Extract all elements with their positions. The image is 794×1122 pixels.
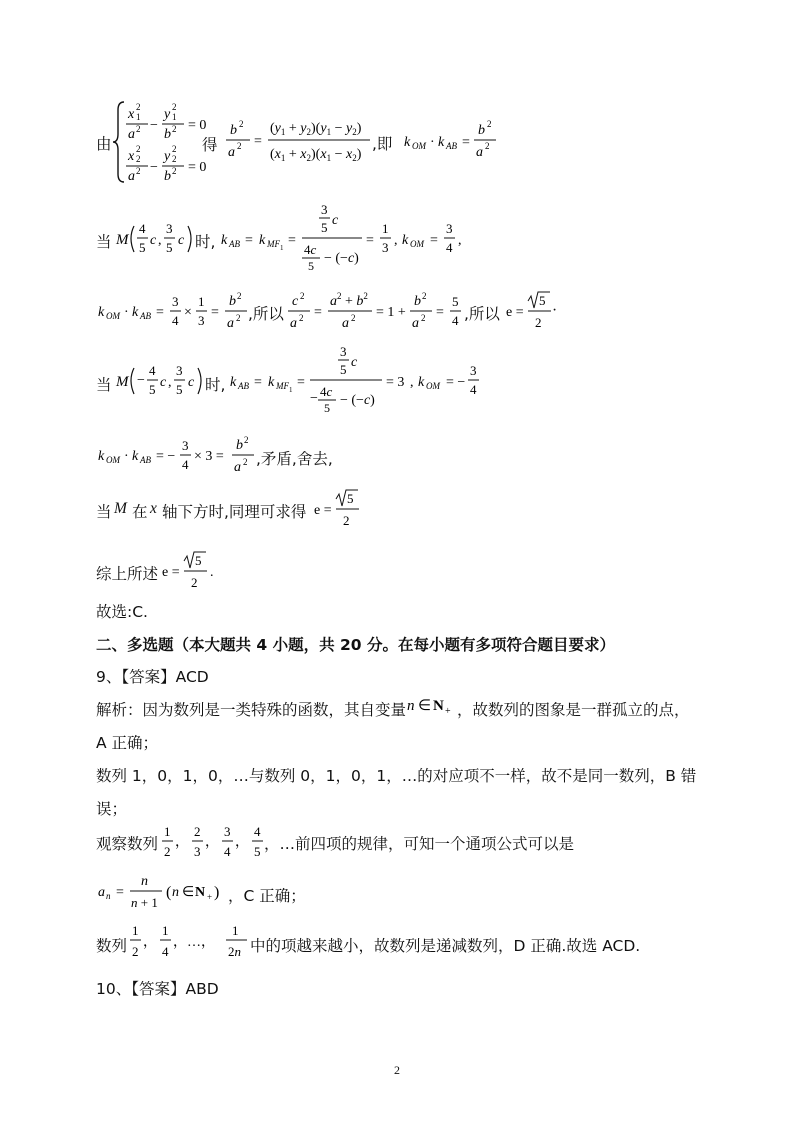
svg-text:(x1 + x2)(x1 − x2): $(x_1 + x_2)(x_1 - x_2)$ [270, 147, 362, 163]
svg-text:2: 2 [172, 102, 177, 112]
var-x: x [150, 500, 157, 517]
svg-text:4: 4 [446, 240, 453, 255]
svg-text:×: × [184, 305, 192, 320]
svg-text:k: k [404, 135, 411, 150]
svg-text:k: k [132, 305, 139, 320]
svg-text:2: 2 [194, 824, 201, 839]
svg-text:=: = [156, 305, 164, 320]
svg-text:2: 2 [487, 119, 492, 129]
text-shi-2: 时, [205, 376, 226, 394]
q9-analysis-1b: ，故数列的图象是一群孤立的点， [457, 701, 690, 719]
svg-text:=: = [297, 375, 305, 390]
svg-text:2: 2 [485, 141, 490, 151]
svg-text:M: M [116, 374, 129, 390]
svg-text:c: c [160, 375, 167, 390]
svg-text:2: 2 [132, 944, 139, 959]
svg-text:2: 2 [244, 435, 249, 445]
svg-text:2: 2 [136, 154, 141, 164]
text-de: 得 [202, 136, 218, 154]
svg-text:c: c [150, 233, 157, 248]
svg-text:1: 1 [132, 923, 139, 938]
svg-text:n: n [172, 885, 179, 900]
svg-text:5: 5 [166, 240, 173, 255]
q9-analysis-2: A 正确； [96, 734, 159, 752]
svg-text:·: · [430, 135, 435, 150]
svg-text:4c: 4c [304, 242, 317, 257]
section-heading: 二、多选题（本大题共 4 小题，共 20 分。在每小题有多项符合题目要求） [96, 636, 615, 654]
svg-text:MF: MF [267, 239, 280, 249]
svg-text:4: 4 [182, 457, 189, 472]
svg-text:=: = [254, 134, 262, 149]
svg-text:=: = [314, 305, 322, 320]
svg-text:= 3: = 3 [386, 375, 405, 390]
svg-text:3: 3 [198, 313, 205, 328]
svg-text:OM: OM [106, 455, 120, 465]
svg-text:n + 1: n + 1 [131, 895, 158, 910]
svg-text:3: 3 [446, 221, 453, 236]
svg-text:5: 5 [539, 293, 546, 308]
svg-text:，: ， [143, 935, 157, 950]
svg-text:2: 2 [243, 457, 248, 467]
svg-text:4c: 4c [320, 384, 333, 399]
svg-text:4: 4 [470, 382, 477, 397]
svg-text:2: 2 [172, 154, 177, 164]
sequence-reciprocals [128, 918, 250, 964]
svg-text:5: 5 [139, 240, 146, 255]
svg-text:a: a [128, 169, 135, 184]
svg-text:1: 1 [198, 294, 205, 309]
svg-text:b: b [229, 294, 236, 309]
svg-text:3: 3 [340, 344, 347, 359]
svg-text:2: 2 [164, 844, 171, 859]
svg-text:AB: AB [140, 455, 151, 465]
svg-text:5: 5 [308, 259, 314, 270]
text-dang-1: 当 [96, 233, 112, 251]
text-dang-2: 当 [96, 376, 112, 394]
general-term-formula [96, 870, 226, 914]
svg-text:a: a [476, 145, 483, 160]
svg-text:，…，: ，…， [173, 935, 215, 950]
text-below-post: 轴下方时,同理可求得 [162, 503, 307, 521]
svg-text:k: k [132, 449, 139, 464]
svg-text:∈: ∈ [418, 698, 432, 714]
svg-text:b: b [236, 438, 243, 453]
svg-text:=: = [211, 305, 219, 320]
equation-case-2 [114, 342, 484, 414]
svg-text:b: b [230, 123, 237, 138]
period-1: · [552, 302, 558, 319]
svg-text:c: c [188, 375, 195, 390]
svg-text:=: = [436, 305, 444, 320]
q9-analysis-1: 解析：因为数列是一类特殊的函数，其自变量 [96, 701, 407, 719]
svg-text:= 0: = 0 [188, 118, 207, 133]
q9-analysis-5b: ，…前四项的规律，可知一个通项公式可以是 [264, 835, 575, 853]
svg-text:,: , [410, 375, 414, 390]
svg-text:2: 2 [191, 575, 198, 590]
svg-text:c: c [351, 355, 358, 370]
var-M: M [114, 500, 127, 517]
svg-text:− (−c): − (−c) [324, 251, 359, 266]
svg-text:b: b [414, 294, 421, 309]
svg-text:k: k [221, 233, 228, 248]
svg-text:− (−c): − (−c) [340, 393, 375, 408]
svg-text:y: y [164, 107, 171, 122]
svg-text:+: + [445, 706, 451, 717]
svg-text:=: = [254, 375, 262, 390]
svg-text:1: 1 [172, 112, 177, 122]
svg-text:k: k [98, 449, 105, 464]
svg-text:= 1 +: = 1 + [376, 305, 406, 320]
svg-text:n: n [407, 698, 415, 714]
svg-text:AB: AB [229, 239, 240, 249]
svg-text:5: 5 [176, 382, 183, 397]
svg-text:3: 3 [182, 438, 189, 453]
svg-text:= −: = − [446, 375, 466, 390]
svg-text:−: − [310, 391, 318, 406]
text-below-pre: 当 [96, 503, 112, 521]
svg-text:OM: OM [106, 311, 120, 321]
svg-text:−: − [150, 118, 158, 133]
svg-text:a: a [228, 145, 235, 160]
svg-text:a: a [290, 316, 297, 331]
equation-system [112, 96, 497, 188]
svg-text:4: 4 [254, 824, 261, 839]
svg-text:MF: MF [276, 381, 289, 391]
svg-text:5: 5 [254, 844, 261, 859]
text-summary: 综上所述 [96, 565, 159, 583]
svg-text:2: 2 [236, 313, 241, 323]
svg-text:3: 3 [172, 294, 179, 309]
svg-text:× 3 =: × 3 = [194, 449, 224, 464]
svg-text:+: + [207, 892, 213, 902]
svg-text:5: 5 [347, 491, 354, 506]
svg-text:k: k [268, 375, 275, 390]
svg-text:OM: OM [410, 239, 424, 249]
svg-text:1: 1 [136, 112, 141, 122]
svg-text:2: 2 [136, 144, 141, 154]
svg-text:−: − [150, 160, 158, 175]
svg-text:(y1 + y2)(y1 − y2): $(y_1 + y_2)(y_1 - y_2)$ [270, 121, 362, 137]
q9-analysis-5a: 观察数列 [96, 835, 159, 853]
svg-text:x: x [128, 107, 135, 122]
svg-text:k: k [98, 305, 105, 320]
svg-text:∈: ∈ [182, 885, 195, 900]
svg-text:2: 2 [299, 313, 304, 323]
svg-text:5: 5 [452, 294, 459, 309]
svg-text:，: ， [235, 835, 249, 850]
svg-text:3: 3 [166, 221, 173, 236]
svg-text:，: ， [205, 835, 219, 850]
text-choose: 故选:C. [96, 603, 148, 621]
svg-text:2: 2 [136, 166, 141, 176]
q9-analysis-3: 数列 1，0，1，0，…与数列 0，1，0，1，…的对应项不一样，故不是同一数列，B 错 [96, 767, 697, 785]
svg-text:=: = [366, 233, 374, 248]
svg-text:4: 4 [139, 221, 146, 236]
svg-text:=: = [288, 233, 296, 248]
svg-text:1: 1 [162, 923, 169, 938]
svg-text:3: 3 [224, 824, 231, 839]
svg-text:(: ( [166, 884, 172, 901]
svg-text:1: 1 [289, 386, 293, 394]
svg-text:=: = [462, 135, 470, 150]
svg-text:,: , [158, 233, 162, 248]
svg-text:2: 2 [237, 291, 242, 301]
svg-text:AB: AB [238, 381, 249, 391]
svg-text:4: 4 [162, 944, 169, 959]
svg-text:M: M [116, 232, 129, 248]
text-you: 由 [96, 135, 112, 153]
svg-text:N: N [433, 698, 444, 714]
svg-text:2: 2 [136, 102, 141, 112]
svg-text:,: , [168, 375, 172, 390]
svg-text:1: 1 [280, 244, 284, 252]
svg-text:2: 2 [300, 291, 305, 301]
svg-text:2: 2 [535, 315, 542, 330]
svg-text:，: ， [175, 835, 189, 850]
svg-text:4: 4 [172, 313, 179, 328]
svg-text:=: = [430, 233, 438, 248]
svg-text:e =: e = [162, 565, 180, 580]
svg-text:2: 2 [172, 166, 177, 176]
svg-text:2n: 2n [228, 944, 241, 959]
n-in-Nplus [405, 692, 457, 718]
svg-text:a: a [412, 316, 419, 331]
svg-text:OM: OM [412, 141, 426, 151]
svg-text:c: c [292, 294, 299, 309]
svg-text:k: k [418, 375, 425, 390]
svg-text:.: . [210, 565, 214, 580]
q9-analysis-6: ，C 正确； [228, 887, 306, 905]
equation-e-3 [160, 548, 216, 596]
svg-text:5: 5 [340, 362, 347, 377]
svg-text:b: b [478, 123, 485, 138]
svg-text:a: a [128, 127, 135, 142]
svg-text:1: 1 [382, 221, 389, 236]
svg-text:2: 2 [237, 141, 242, 151]
svg-text:5: 5 [321, 220, 328, 235]
svg-text:2: 2 [343, 513, 350, 528]
svg-text:n: n [106, 891, 111, 901]
svg-text:·: · [124, 305, 129, 320]
svg-text:= −: = − [156, 449, 176, 464]
q9-answer-label: 9、【答案】ACD [96, 668, 209, 686]
svg-text:1: 1 [164, 824, 171, 839]
svg-text:n: n [141, 874, 148, 889]
svg-text:=: = [245, 233, 253, 248]
q9-analysis-7a: 数列 [96, 937, 128, 955]
text-suoyi-2: ,所以 [464, 305, 500, 323]
svg-text:x: x [128, 149, 135, 164]
text-contradiction: ,矛盾,舍去, [256, 450, 333, 468]
q9-analysis-4: 误； [96, 800, 128, 818]
svg-text:2: 2 [172, 124, 177, 134]
text-shi-1: 时, [195, 233, 216, 251]
svg-text:k: k [230, 375, 237, 390]
text-ji: ,即 [372, 135, 393, 153]
svg-text:1: 1 [232, 923, 239, 938]
svg-text:k: k [402, 233, 409, 248]
svg-text:,: , [458, 233, 462, 248]
equation-e-2 [312, 486, 360, 534]
q9-analysis-7b: 中的项越来越小，故数列是递减数列，D 正确.故选 ACD. [250, 937, 641, 955]
svg-text:·: · [124, 449, 129, 464]
svg-text:3: 3 [321, 202, 328, 217]
svg-text:3: 3 [382, 240, 389, 255]
svg-text:a2 + b2: $a^2 + b^2$ [330, 291, 368, 309]
svg-text:3: 3 [176, 363, 183, 378]
svg-text:a: a [342, 316, 349, 331]
svg-text:k: k [438, 135, 445, 150]
svg-text:e =: e = [314, 503, 332, 518]
svg-text:AB: AB [446, 141, 457, 151]
svg-text:,: , [394, 233, 398, 248]
svg-text:a: a [98, 885, 105, 900]
equation-product-2 [96, 432, 276, 480]
svg-text:5: 5 [324, 401, 330, 414]
svg-text:k: k [259, 233, 266, 248]
svg-text:): ) [214, 884, 220, 901]
svg-text:4: 4 [452, 313, 459, 328]
svg-text:b: b [164, 169, 171, 184]
text-below-mid: 在 [132, 503, 148, 521]
svg-text:2: 2 [351, 313, 356, 323]
svg-text:=: = [116, 885, 124, 900]
svg-text:N: N [195, 885, 206, 900]
svg-text:e =: e = [506, 305, 524, 320]
q10-answer-label: 10、【答案】ABD [96, 980, 219, 998]
text-suoyi-1: ,所以 [248, 305, 284, 323]
svg-text:= 0: = 0 [188, 160, 207, 175]
svg-text:y: y [164, 149, 171, 164]
svg-text:3: 3 [194, 844, 201, 859]
page-number: 2 [394, 1063, 400, 1077]
svg-text:2: 2 [422, 291, 427, 301]
svg-text:c: c [332, 213, 339, 228]
svg-text:a: a [227, 316, 234, 331]
equation-e-1 [504, 288, 552, 336]
svg-text:2: 2 [136, 124, 141, 134]
svg-text:AB: AB [140, 311, 151, 321]
svg-text:3: 3 [470, 363, 477, 378]
svg-text:2: 2 [421, 313, 426, 323]
svg-text:5: 5 [149, 382, 156, 397]
svg-text:2: 2 [239, 119, 244, 129]
svg-text:−: − [137, 373, 145, 388]
svg-text:4: 4 [224, 844, 231, 859]
equation-case-1 [114, 200, 469, 270]
svg-text:OM: OM [426, 381, 440, 391]
svg-text:5: 5 [195, 553, 202, 568]
svg-text:b: b [164, 127, 171, 142]
svg-text:2: 2 [172, 144, 177, 154]
svg-text:4: 4 [149, 363, 156, 378]
svg-text:a: a [234, 460, 241, 475]
svg-text:c: c [178, 233, 185, 248]
